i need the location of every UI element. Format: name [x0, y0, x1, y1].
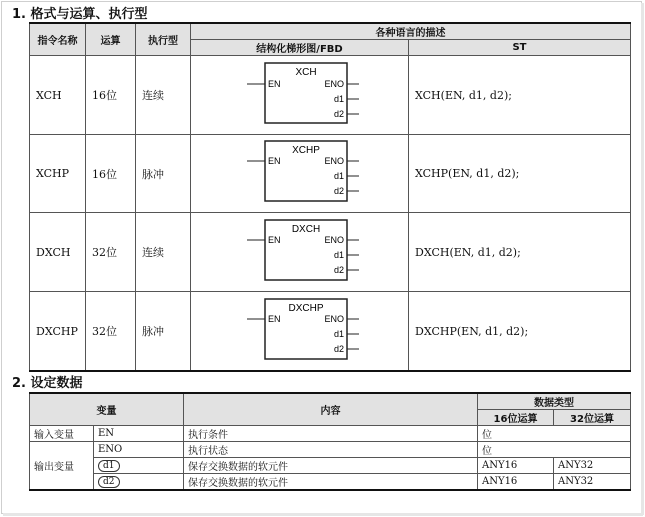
header-exec-type: 执行型	[136, 23, 191, 56]
st-syntax: DXCHP(EN, d1, d2);	[409, 292, 631, 372]
variable-d1-badge: d1	[98, 460, 120, 472]
fbd-pin-d1: d1	[333, 250, 344, 260]
section2-title: 2. 设定数据	[12, 376, 83, 391]
table-row	[30, 213, 631, 292]
fbd-pin-d2: d2	[333, 344, 344, 354]
table-row	[30, 426, 631, 442]
fbd-pin-eno: ENO	[324, 235, 344, 245]
variable-group: 输入变量	[30, 426, 94, 442]
fbd-pin-d2: d2	[333, 109, 344, 119]
header-st: ST	[409, 40, 631, 56]
instruction-name: DXCH	[30, 213, 86, 292]
variable-name	[94, 474, 184, 491]
section1-title: 1. 格式与运算、执行型	[12, 7, 148, 22]
st-syntax: DXCH(EN, d1, d2);	[409, 213, 631, 292]
instruction-name: DXCHP	[30, 292, 86, 372]
variable-name: ENO	[94, 442, 184, 458]
fbd-cell	[191, 135, 409, 213]
fbd-pin-eno: ENO	[324, 314, 344, 324]
data-type-16: ANY16	[478, 458, 554, 474]
variable-group: 输出变量	[30, 442, 94, 491]
fbd-block-diagram	[191, 135, 409, 209]
fbd-block-diagram	[191, 56, 409, 131]
frame-shadow-right	[641, 3, 644, 515]
fbd-pin-d1: d1	[333, 329, 344, 339]
exec-type: 连续	[136, 56, 191, 135]
fbd-pin-d2: d2	[333, 186, 344, 196]
variable-content: 保存交换数据的软元件	[184, 458, 478, 474]
variable-content: 执行条件	[184, 426, 478, 442]
data-type-32: ANY32	[554, 458, 631, 474]
instruction-name: XCHP	[30, 135, 86, 213]
exec-type: 连续	[136, 213, 191, 292]
fbd-pin-en: EN	[268, 235, 281, 245]
operation-bits: 32位	[86, 292, 136, 372]
fbd-cell	[191, 213, 409, 292]
header-content: 内容	[184, 393, 478, 426]
variable-name: EN	[94, 426, 184, 442]
table-row	[30, 135, 631, 213]
fbd-pin-d2: d2	[333, 265, 344, 275]
fbd-pin-en: EN	[268, 314, 281, 324]
fbd-pin-eno: ENO	[324, 79, 344, 89]
table-row	[30, 442, 631, 458]
fbd-pin-d1: d1	[333, 171, 344, 181]
operation-bits: 16位	[86, 135, 136, 213]
header-fbd: 结构化梯形图/FBD	[191, 40, 409, 56]
header-variable: 变量	[30, 393, 184, 426]
data-type-16: 位	[478, 442, 631, 458]
fbd-block-diagram	[191, 213, 409, 288]
setting-data-table	[29, 392, 631, 491]
table-row	[30, 56, 631, 135]
data-type-16: 位	[478, 426, 631, 442]
fbd-pin-d1: d1	[333, 94, 344, 104]
exec-type: 脉冲	[136, 292, 191, 372]
fbd-block-name: XCHP	[292, 145, 320, 156]
table-row	[30, 458, 631, 474]
table-row	[30, 474, 631, 491]
operation-bits: 16位	[86, 56, 136, 135]
header-32bit-op: 32位运算	[554, 410, 631, 426]
fbd-cell	[191, 56, 409, 135]
format-table	[29, 22, 631, 372]
exec-type: 脉冲	[136, 135, 191, 213]
header-data-type: 数据类型	[478, 393, 631, 410]
fbd-block-name: DXCHP	[288, 303, 324, 314]
frame-shadow-bottom	[3, 513, 643, 516]
instruction-name: XCH	[30, 56, 86, 135]
st-syntax: XCH(EN, d1, d2);	[409, 56, 631, 135]
table-row	[30, 292, 631, 372]
fbd-block-name: XCH	[295, 67, 317, 78]
header-operation: 运算	[86, 23, 136, 56]
st-syntax: XCHP(EN, d1, d2);	[409, 135, 631, 213]
operation-bits: 32位	[86, 213, 136, 292]
fbd-block-diagram	[191, 292, 409, 367]
fbd-pin-en: EN	[268, 156, 281, 166]
header-16bit-op: 16位运算	[478, 410, 554, 426]
fbd-pin-eno: ENO	[324, 156, 344, 166]
variable-content: 保存交换数据的软元件	[184, 474, 478, 491]
fbd-cell	[191, 292, 409, 372]
fbd-block-name: DXCH	[291, 224, 321, 235]
header-instruction-name: 指令名称	[30, 23, 86, 56]
fbd-pin-en: EN	[268, 79, 281, 89]
data-type-16: ANY16	[478, 474, 554, 491]
data-type-32: ANY32	[554, 474, 631, 491]
variable-d2-badge: d2	[98, 476, 120, 488]
header-language-desc: 各种语言的描述	[191, 23, 631, 40]
variable-name	[94, 458, 184, 474]
variable-content: 执行状态	[184, 442, 478, 458]
